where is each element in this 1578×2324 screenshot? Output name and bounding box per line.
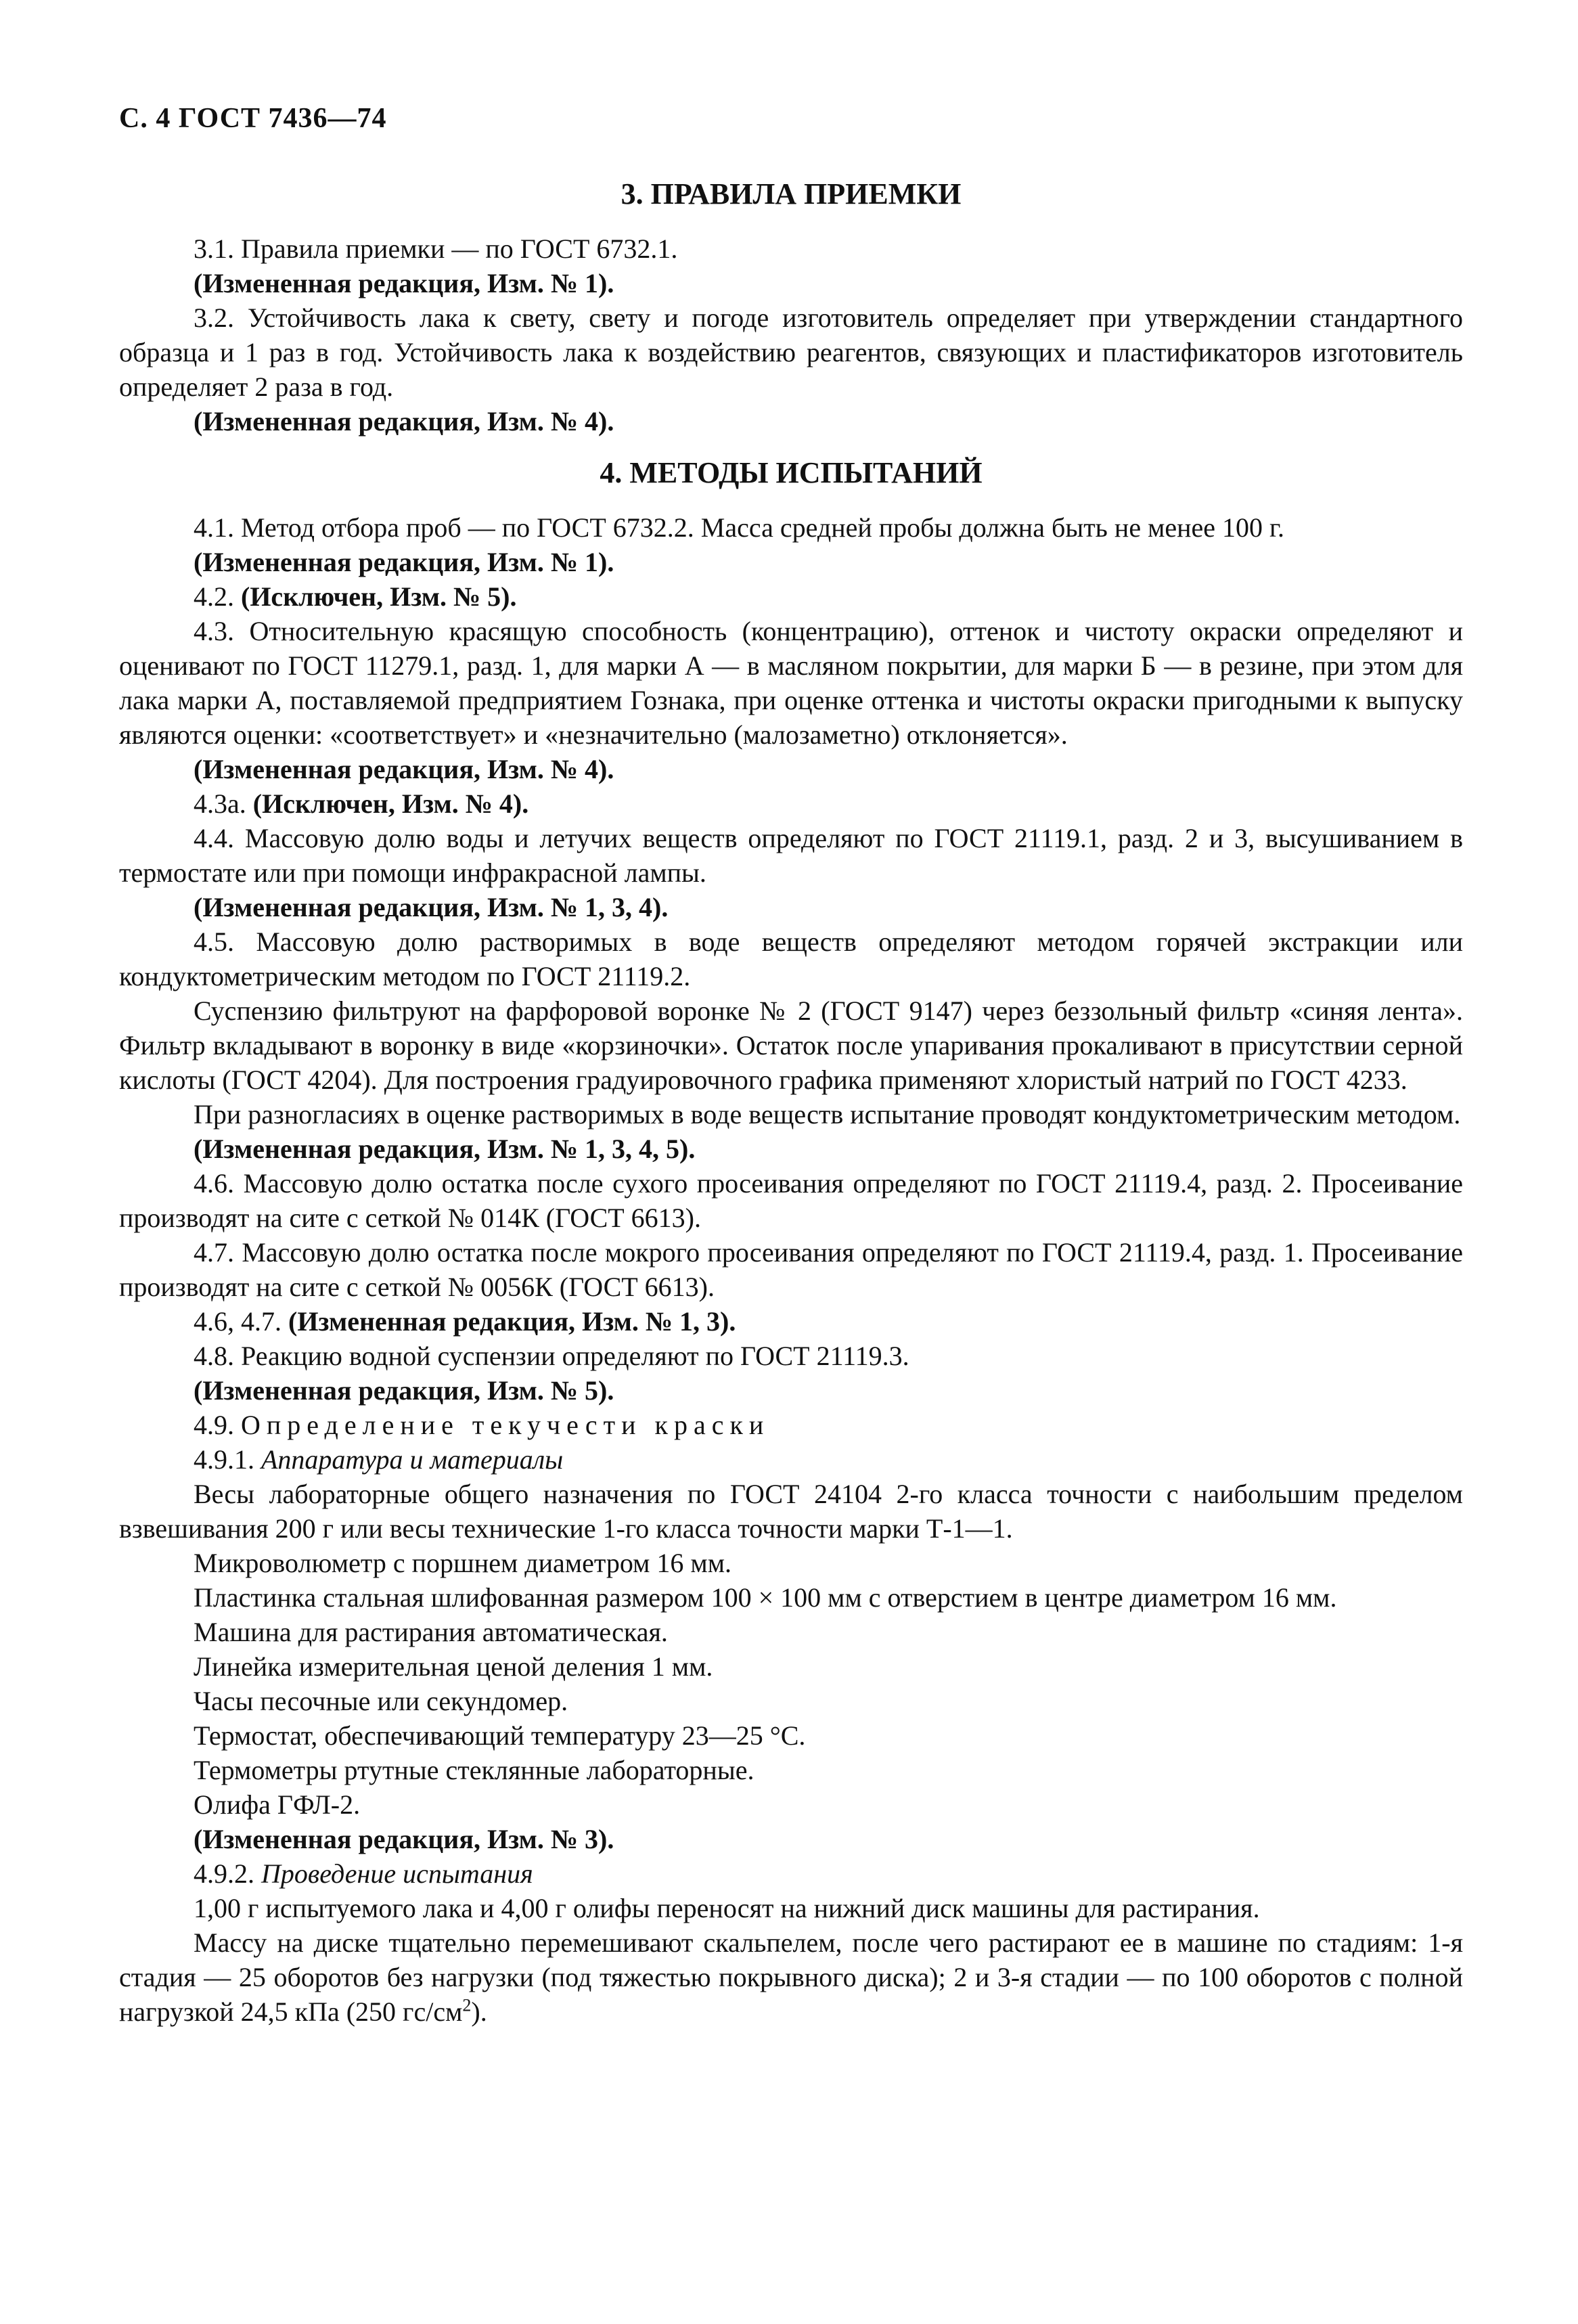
paragraph-3-1: 3.1. Правила приемки — по ГОСТ 6732.1.	[194, 233, 678, 264]
amendment-note: (Измененная редакция, Изм. № 1).	[194, 268, 614, 298]
paragraph-4-3: 4.3. Относительную красящую способность (концентрацию), оттенок и чистоту окраски определяют и оценивают по ГОСТ 11279.1, разд. 1, для марки А — в масляном покрытии, для марки Б — в резине, при этом для лака марки А, поставляемой предприятием Гознака, при оценке оттенка и чистоты окраски пригодными к выпуску являются оценки: «соответствует» и «незначительно (малозаметно) отклоняется».	[119, 616, 1463, 750]
document-body	[119, 175, 1463, 2029]
amendment-note: (Измененная редакция, Изм. № 1, 3).	[288, 1306, 736, 1337]
italic-subheading: Аппаратура и материалы	[261, 1444, 564, 1475]
equipment-item: Микроволюметр с поршнем диаметром 16 мм.	[194, 1548, 731, 1578]
paragraph-4-6-4-7-amendment	[119, 1304, 1463, 1339]
equipment-item: Весы лабораторные общего назначения по ГОСТ 24104 2-го класса точности с наибольшим пределом взвешивания 200 г или весы технические 1-го класса точности марки Т-1—1.	[119, 1479, 1463, 1544]
paragraph-3-2: 3.2. Устойчивость лака к свету, свету и погоде изготовитель определяет при утверждении стандартного образца и 1 раз в год. Устойчивость лака к воздействию реагентов, связующих и пластификаторов изготовитель определяет 2 раза в год.	[119, 303, 1463, 402]
test-procedure-step: 1,00 г испытуемого лака и 4,00 г олифы переносят на нижний диск машины для растирания.	[194, 1893, 1260, 1923]
clause-number: 4.3а.	[194, 788, 246, 819]
amendment-note: (Измененная редакция, Изм. № 4).	[194, 754, 614, 784]
paragraph-4-2	[119, 579, 1463, 614]
excluded-note: (Исключен, Изм. № 5).	[241, 581, 517, 612]
amendment-note: (Измененная редакция, Изм. № 5).	[194, 1375, 614, 1406]
paragraph-4-7: 4.7. Массовую долю остатка после мокрого просеивания определяют по ГОСТ 21119.4, разд. 1. Просеивание производят на сите с сеткой № 0056К (ГОСТ 6613).	[119, 1237, 1463, 1302]
clause-number: 4.9.	[194, 1410, 234, 1440]
equipment-item: Термометры ртутные стеклянные лабораторные.	[194, 1755, 754, 1785]
excluded-note: (Исключен, Изм. № 4).	[252, 788, 529, 819]
amendment-note: (Измененная редакция, Изм. № 4).	[194, 406, 614, 437]
paragraph-4-3a	[119, 786, 1463, 821]
clause-number: 4.9.1.	[194, 1444, 254, 1475]
clause-number: 4.2.	[194, 581, 234, 612]
paragraph-4-8: 4.8. Реакцию водной суспензии определяют по ГОСТ 21119.3.	[194, 1341, 909, 1371]
paragraph-4-9	[119, 1408, 1463, 1442]
equipment-item: Линейка измерительная ценой деления 1 мм.	[194, 1651, 713, 1682]
paragraph-4-5-disagreement: При разногласиях в оценке растворимых в воде веществ испытание проводят кондуктометрическим методом.	[194, 1099, 1461, 1130]
amendment-note: (Измененная редакция, Изм. № 3).	[194, 1824, 614, 1854]
procedure-text-end: ).	[471, 1996, 487, 2027]
italic-subheading: Проведение испытания	[261, 1858, 533, 1889]
section-4-title: 4. МЕТОДЫ ИСПЫТАНИЙ	[600, 456, 983, 489]
section-3-title: 3. ПРАВИЛА ПРИЕМКИ	[621, 177, 962, 210]
page-header: С. 4 ГОСТ 7436—74	[119, 103, 387, 134]
test-procedure-step	[119, 1925, 1463, 2029]
equipment-item: Термостат, обеспечивающий температуру 23—25 °С.	[194, 1720, 806, 1751]
amendment-note: (Измененная редакция, Изм. № 1).	[194, 547, 614, 577]
amendment-note: (Измененная редакция, Изм. № 1, 3, 4).	[194, 892, 669, 922]
paragraph-4-4: 4.4. Массовую долю воды и летучих веществ определяют по ГОСТ 21119.1, разд. 2 и 3, высушиванием в термостате или при помощи инфракрасной лампы.	[119, 823, 1463, 888]
equipment-item: Олифа ГФЛ-2.	[194, 1789, 361, 1820]
superscript-exponent: 2	[462, 1995, 472, 2015]
spaced-heading: Определение текучести краски	[241, 1410, 770, 1440]
paragraph-4-6: 4.6. Массовую долю остатка после сухого просеивания определяют по ГОСТ 21119.4, разд. 2. Просеивание производят на сите с сеткой № 014К (ГОСТ 6613).	[119, 1168, 1463, 1233]
paragraph-4-9-1	[119, 1442, 1463, 1477]
paragraph-4-5-filtration: Суспензию фильтруют на фарфоровой воронке № 2 (ГОСТ 9147) через беззольный фильтр «синяя лента». Фильтр вкладывают в воронку в виде «корзиночки». Остаток после упаривания прокаливают в присутствии серной кислоты (ГОСТ 4204). Для построения градуировочного графика применяют хлористый натрий по ГОСТ 4233.	[119, 996, 1463, 1095]
equipment-item: Машина для растирания автоматическая.	[194, 1617, 668, 1647]
paragraph-4-9-2	[119, 1856, 1463, 1891]
paragraph-4-1: 4.1. Метод отбора проб — по ГОСТ 6732.2. Масса средней пробы должна быть не менее 100 г.	[194, 512, 1284, 543]
paragraph-4-5: 4.5. Массовую долю растворимых в воде веществ определяют методом горячей экстракции или кондуктометрическим методом по ГОСТ 21119.2.	[119, 926, 1463, 991]
equipment-item: Пластинка стальная шлифованная размером 100 × 100 мм с отверстием в центре диаметром 16 мм.	[194, 1582, 1337, 1613]
clause-number: 4.9.2.	[194, 1858, 254, 1889]
procedure-text: Массу на диске тщательно перемешивают скальпелем, после чего растирают ее в машине по стадиям: 1-я стадия — 25 оборотов без нагрузки (под тяжестью покрывного диска); 2 и 3-я стадии — по 100 оборотов с полной нагрузкой 24,5 кПа (250 гс/см	[119, 1927, 1463, 2027]
amendment-note: (Измененная редакция, Изм. № 1, 3, 4, 5).	[194, 1134, 696, 1164]
equipment-item: Часы песочные или секундомер.	[194, 1686, 568, 1716]
clause-number: 4.6, 4.7.	[194, 1306, 281, 1337]
